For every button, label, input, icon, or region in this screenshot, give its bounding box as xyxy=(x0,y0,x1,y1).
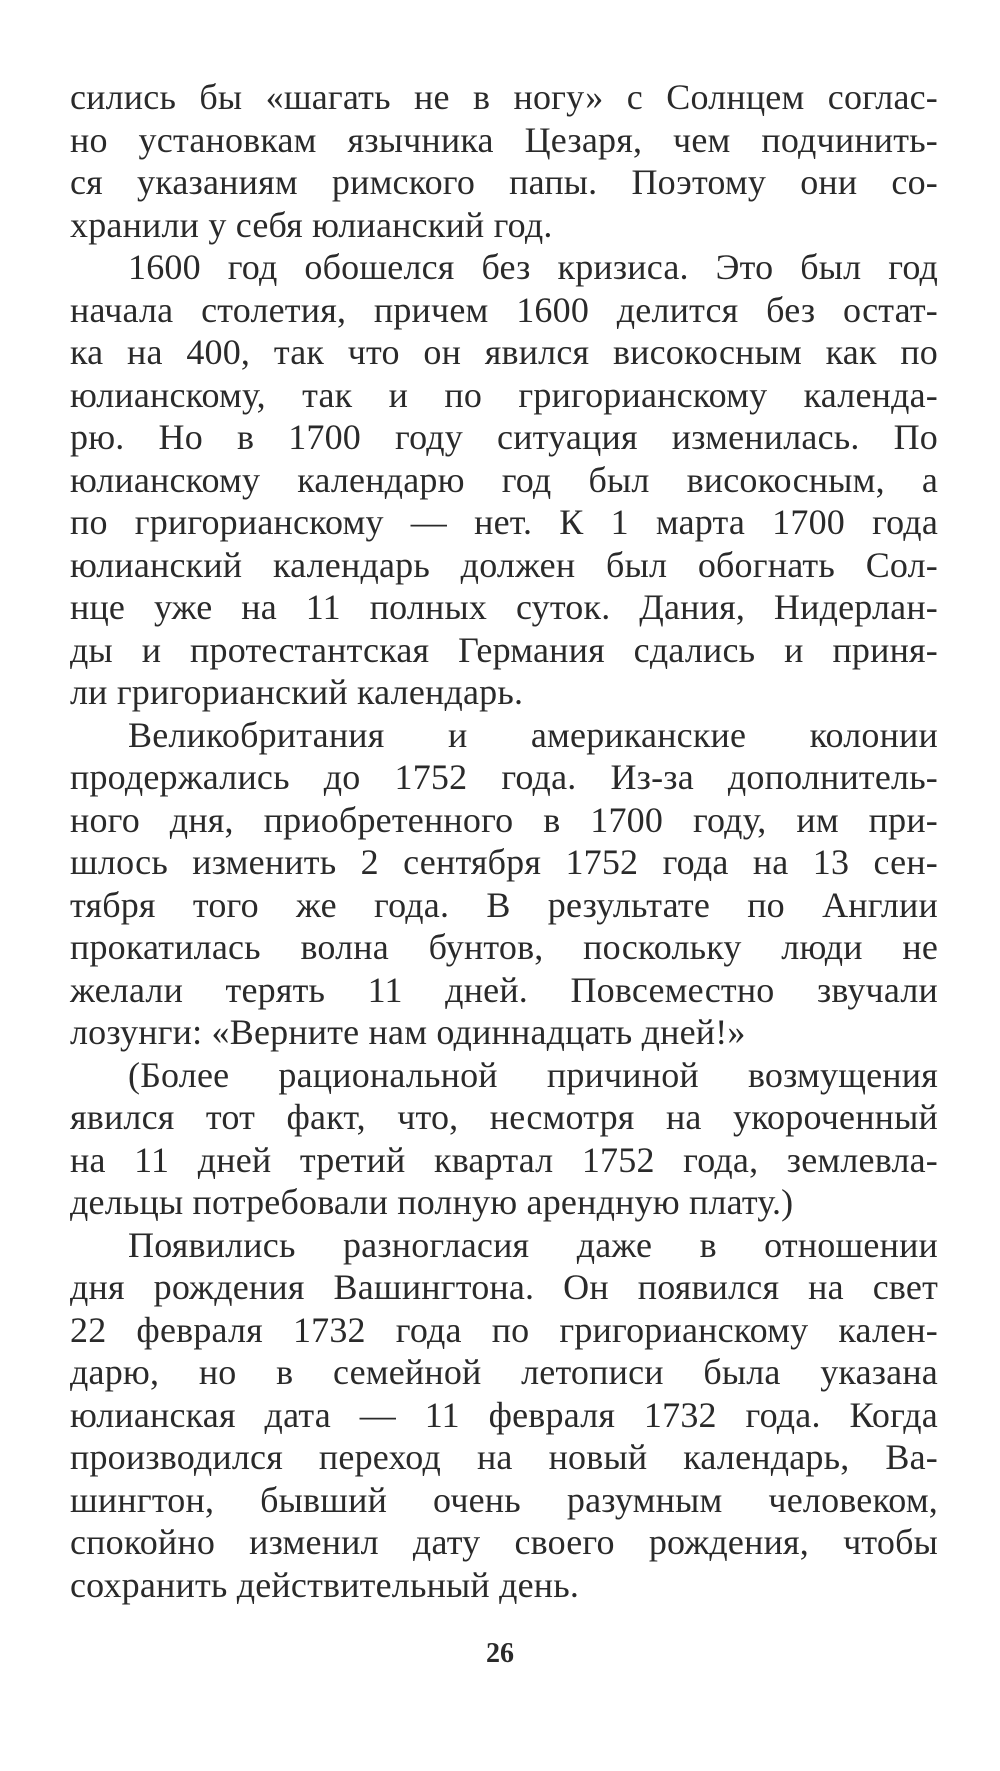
text-line: 22 февраля 1732 года по григорианскому кален- xyxy=(70,1309,938,1350)
text-line: ного дня, приобретенного в 1700 году, им при- xyxy=(70,799,938,840)
paragraph xyxy=(70,76,938,246)
text-line: производился переход на новый календарь, Ва- xyxy=(70,1437,938,1477)
text-line: Появились разногласия даже в отношении xyxy=(128,1224,938,1265)
text-line: юлианскому, так и по григорианскому календа- xyxy=(70,374,938,415)
text-line: ка на 400, так что он явился високосным как по xyxy=(70,332,938,372)
text-line: нце уже на 11 полных суток. Дания, Нидерлан- xyxy=(70,587,938,627)
text-line: прокатилась волна бунтов, поскольку люди не xyxy=(70,927,938,967)
text-line: дарю, но в семейной летописи была указана xyxy=(70,1352,938,1392)
text-line: юлианскому календарю год был високосным, а xyxy=(70,459,938,500)
text-line: сохранить действительный день. xyxy=(70,1564,580,1605)
text-line: рю. Но в 1700 году ситуация изменилась. По xyxy=(70,417,938,457)
paragraph xyxy=(70,1054,938,1224)
paragraph xyxy=(70,714,938,1054)
text-line: (Более рациональной причиной возмущения xyxy=(128,1054,938,1095)
text-line: дельцы потребовали полную арендную плату.) xyxy=(70,1182,794,1222)
text-line: спокойно изменил дату своего рождения, чтобы xyxy=(70,1522,938,1562)
text-line: но установкам язычника Цезаря, чем подчинить- xyxy=(70,119,938,160)
page-body xyxy=(70,76,938,1606)
text-line: тября того же года. В результате по Англии xyxy=(70,884,938,925)
text-line: юлианская дата — 11 февраля 1732 года. Когда xyxy=(70,1394,938,1435)
text-line: на 11 дней третий квартал 1752 года, землевла- xyxy=(70,1139,938,1180)
text-line: дня рождения Вашингтона. Он появился на свет xyxy=(70,1267,938,1307)
text-line: явился тот факт, что, несмотря на укороченный xyxy=(70,1097,938,1137)
paragraph xyxy=(70,246,938,714)
text-line: ли григорианский календарь. xyxy=(70,672,524,712)
page-number: 26 xyxy=(486,1638,514,1669)
text-line: ся указаниям римского папы. Поэтому они со- xyxy=(70,162,938,202)
text-line: желали терять 11 дней. Повсеместно звучали xyxy=(70,969,938,1010)
text-line: начала столетия, причем 1600 делится без остат- xyxy=(70,289,938,330)
text-line: шингтон, бывший очень разумным человеком, xyxy=(70,1479,938,1520)
text-line: ды и протестантская Германия сдались и приня- xyxy=(70,629,938,670)
text-line: лозунги: «Верните нам одиннадцать дней!» xyxy=(70,1012,746,1052)
text-line: по григорианскому — нет. К 1 марта 1700 года xyxy=(70,502,938,542)
text-line: продержались до 1752 года. Из-за дополнитель- xyxy=(70,757,938,797)
text-line: Великобритания и американские колонии xyxy=(128,714,938,755)
paragraph xyxy=(70,1224,938,1607)
text-line: 1600 год обошелся без кризиса. Это был год xyxy=(128,247,938,287)
text-line: юлианский календарь должен был обогнать Сол- xyxy=(70,544,938,585)
text-line: шлось изменить 2 сентября 1752 года на 13 сен- xyxy=(70,842,938,882)
text-line: хранили у себя юлианский год. xyxy=(70,204,553,245)
text-line: сились бы «шагать не в ногу» с Солнцем соглас- xyxy=(70,77,938,117)
